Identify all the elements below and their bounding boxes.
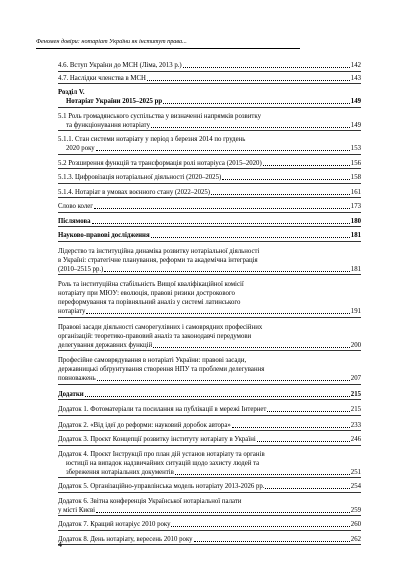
toc-entry-title-line: збереження нотаріальних документів xyxy=(66,468,174,476)
toc-entry-page: 181 xyxy=(350,265,361,273)
toc-entry-page: 142 xyxy=(350,62,361,69)
toc-entry-title-line: Нотаріат України 2015–2025 рр xyxy=(66,98,163,105)
toc-entry-title-line: 2020 року xyxy=(66,145,95,152)
dot-leader xyxy=(263,165,350,166)
toc-entry-title-line: Правові засади діяльності саморегулівних і самоврядних професійних xyxy=(58,323,263,331)
toc-entry-page: 180 xyxy=(350,217,361,225)
dot-leader xyxy=(232,427,350,428)
toc-entry-title-line: нотаріату при МЮУ: еволюція, правові ризики дострокового xyxy=(58,290,235,297)
toc-entry-page: 246 xyxy=(350,436,361,443)
toc-entry-page: 181 xyxy=(350,232,361,239)
toc-entry-title-line: Додаток 1. Фотоматеріали та посилання на публікації в мережі Інтернет xyxy=(58,406,267,413)
toc-entry-title-line: у місті Києві xyxy=(58,506,96,514)
toc-entry xyxy=(58,202,361,213)
toc-entry-title-line: Післямова xyxy=(58,217,91,225)
toc-entry xyxy=(58,74,361,85)
toc-entry-page: 158 xyxy=(350,174,361,181)
dot-leader xyxy=(163,103,350,104)
dot-leader xyxy=(175,474,350,475)
toc-entry-title-line: Науково-правові дослідження xyxy=(58,232,150,239)
dot-leader xyxy=(151,237,350,238)
toc-entry-page: 251 xyxy=(350,468,361,476)
dot-leader xyxy=(153,347,350,348)
toc-entry-title-line: повноважень xyxy=(58,375,96,382)
toc-entry xyxy=(58,405,361,416)
toc-entry-title-line: Додаток 2. «Від ідеї до реформи: науковий доробок автора» xyxy=(58,421,231,429)
toc-entry-title-line: Розділ V. xyxy=(58,89,85,96)
toc-entry xyxy=(58,356,361,385)
toc-entry xyxy=(58,390,361,401)
toc-entry-page: 233 xyxy=(350,421,361,429)
toc-entry xyxy=(58,173,361,184)
toc-entry xyxy=(58,61,361,72)
toc-entry-page: 215 xyxy=(350,390,361,398)
toc-entry xyxy=(58,520,361,531)
dot-leader xyxy=(85,396,350,397)
toc-entry-page: 149 xyxy=(350,121,361,129)
dot-leader xyxy=(257,441,350,442)
toc-entry xyxy=(58,482,361,493)
dot-leader xyxy=(171,526,349,527)
dot-leader xyxy=(147,80,350,81)
toc-entry-title-line: 5.1.3. Цифровізація нотаріальної діяльності (2020–2025) xyxy=(58,174,222,181)
dot-leader xyxy=(183,67,350,68)
toc-entry-title-line: 5.1.4. Нотаріат в умовах воєнного стану (2022–2025) xyxy=(58,188,211,196)
dot-leader xyxy=(104,271,349,272)
toc-entry-title-line: та функціонування нотаріату xyxy=(66,121,150,129)
dot-leader xyxy=(194,541,350,542)
dot-leader xyxy=(97,380,350,381)
toc-entry-page: 156 xyxy=(350,159,361,167)
toc-entry-title-line: 5.2 Розширення функцій та трансформація ролі нотаріуса (2015–2020) xyxy=(58,159,262,167)
toc-entry-title-line: Додаток 5. Організаційно-управлінська модель нотаріату 2013-2026 рр. xyxy=(58,483,265,490)
toc-entry xyxy=(58,535,361,546)
toc-entry xyxy=(58,247,361,276)
toc-entry xyxy=(58,450,361,479)
dot-leader xyxy=(96,150,350,151)
toc-entry-page: 149 xyxy=(350,98,361,105)
toc-entry-title-line: Додаток 8. День нотаріату, вересень 2010 року xyxy=(58,535,193,543)
dot-leader xyxy=(265,488,349,489)
toc-entry-page: 200 xyxy=(350,341,361,349)
toc-entry-page: 260 xyxy=(350,521,361,528)
toc-entry-title-line: Додаток 6. Звітна конференція Української нотаріальної палати xyxy=(58,497,242,505)
toc-entry-page: 143 xyxy=(350,74,361,82)
toc-entry-title-line: в Україні: стратегічне планування, реформи та академічна інтеграція xyxy=(58,256,258,264)
toc-entry-page: 173 xyxy=(350,203,361,210)
toc-entry-page: 153 xyxy=(350,145,361,152)
toc-entry xyxy=(58,217,361,228)
toc-entry xyxy=(58,188,361,199)
toc-entry-page: 262 xyxy=(350,535,361,543)
toc-entry-title-line: нотаріату xyxy=(58,308,86,315)
page-number: 4 xyxy=(58,540,62,549)
toc-entry-title-line: Додаток 7. Кращий нотаріус 2010 року xyxy=(58,521,171,528)
toc-entry-title-line: Слово колег xyxy=(58,203,94,210)
toc-entry-title-line: 4.6. Вступ України до МСН (Ліма, 2013 р.) xyxy=(58,62,182,69)
toc-entry-title-line: організацій: теоретико-правовий аналіз та законодавчі передумови xyxy=(58,332,252,340)
toc-entry-title-line: делегування державних функцій xyxy=(58,341,153,349)
toc-entry-title-line: Професійне самоврядування в нотаріаті України: правові засади, xyxy=(58,357,247,364)
toc-entry-title-line: Додаток 4. Проєкт Інструкції про план дій установ нотаріату та органів xyxy=(58,450,265,458)
toc-entry-page: 191 xyxy=(350,308,361,315)
toc-entry-page: 259 xyxy=(350,506,361,514)
dot-leader xyxy=(92,223,350,224)
running-header: Феномен довіри: нотаріат України як інститут права... xyxy=(36,38,187,45)
toc-entry-title-line: переформування та порівняльний аналіз у системі латинського xyxy=(58,299,241,306)
header-rule xyxy=(36,48,300,49)
table-of-contents xyxy=(58,54,361,545)
toc-entry xyxy=(58,421,361,432)
toc-entry xyxy=(58,497,361,517)
toc-entry xyxy=(58,88,361,108)
dot-leader xyxy=(211,194,350,195)
toc-entry-title-line: Лідерство та інституційна динаміка розвитку нотаріальної діяльності xyxy=(58,247,260,255)
toc-entry xyxy=(58,280,361,318)
toc-entry-title-line: (2010–2515 рр.) xyxy=(58,265,104,273)
toc-entry-title-line: 4.7. Наслідки членства в МСН xyxy=(58,74,146,82)
dot-leader xyxy=(96,512,350,513)
toc-entry xyxy=(58,323,361,352)
dot-leader xyxy=(267,411,349,412)
dot-leader xyxy=(86,313,349,314)
toc-entry xyxy=(58,112,361,132)
toc-entry-page: 207 xyxy=(350,375,361,382)
dot-leader xyxy=(222,179,350,180)
toc-entry-title-line: 5.1 Роль громадянського суспільства у визначенні напрямків розвитку xyxy=(58,112,261,120)
toc-entry-title-line: 5.1.1. Стан системи нотаріату у період з березня 2014 по грудень xyxy=(58,136,246,143)
toc-entry xyxy=(58,231,361,242)
toc-entry-page: 161 xyxy=(350,188,361,196)
dot-leader xyxy=(151,127,350,128)
toc-entry xyxy=(58,135,361,155)
toc-entry-page: 215 xyxy=(350,406,361,413)
toc-entry-title-line: юстиції на випадок надзвичайних ситуацій щодо захисту людей та xyxy=(66,459,260,467)
toc-entry-title-line: Роль та інституційна стабільність Вищої кваліфікаційної комісії xyxy=(58,281,244,288)
toc-entry xyxy=(58,159,361,170)
toc-entry-title-line: Додатки xyxy=(58,390,84,398)
dot-leader xyxy=(94,208,350,209)
toc-entry-page: 254 xyxy=(350,483,361,490)
toc-entry-title-line: державницькі обґрунтування створення НПУ та проблеми делегування xyxy=(58,366,265,373)
toc-entry xyxy=(58,435,361,446)
toc-entry-title-line: Додаток 3. Проєкт Концепції розвитку інституту нотаріату в Україні xyxy=(58,436,256,443)
